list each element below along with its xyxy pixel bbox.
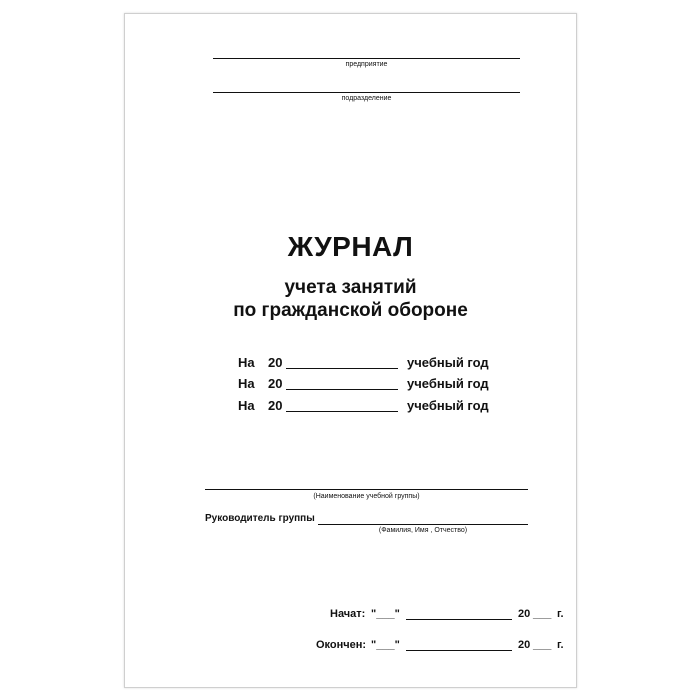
finished-day-blank: "___" [371,639,400,651]
year-century: 20 [268,376,283,391]
enterprise-caption: предприятие [345,61,388,68]
year-suffix: учебный год [407,398,489,413]
started-century: 20 [518,608,531,620]
started-year-blank: ___ [533,608,552,620]
year-prefix: На [238,355,255,370]
group-name-line [205,489,528,490]
year-blank-line [286,389,398,390]
year-century: 20 [268,355,283,370]
finished-label: Окончен: [316,639,367,651]
year-suffix: учебный год [407,376,489,391]
group-name-caption: (Наименование учебной группы) [313,493,420,500]
subdivision-line [213,92,520,93]
subdivision-caption: подразделение [341,95,392,102]
group-leader-caption: (Фамилия, Имя , Отчество) [378,527,468,534]
year-prefix: На [238,398,255,413]
year-century: 20 [268,398,283,413]
journal-subtitle-line-2: по гражданской обороне [233,300,468,321]
started-day-blank: "___" [371,608,400,620]
enterprise-line [213,58,520,59]
group-leader-line [318,524,528,525]
finished-century: 20 [518,639,531,651]
year-blank-line [286,368,398,369]
journal-title: ЖУРНАЛ [287,231,414,262]
journal-cover-page [124,13,577,688]
year-suffix: учебный год [407,355,489,370]
started-year-suffix: г. [557,608,564,620]
group-leader-label: Руководитель группы [205,513,315,524]
finished-year-suffix: г. [557,639,564,651]
started-month-blank-line [406,619,512,620]
finished-month-blank-line [406,650,512,651]
started-label: Начат: [330,608,366,620]
journal-subtitle-line-1: учета занятий [284,277,417,298]
year-prefix: На [238,376,255,391]
year-blank-line [286,411,398,412]
finished-year-blank: ___ [533,639,552,651]
